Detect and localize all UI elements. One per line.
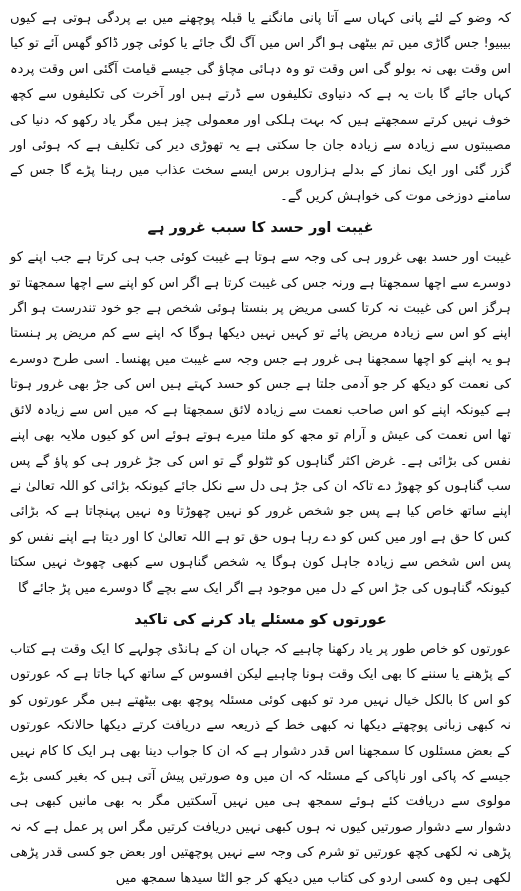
paragraph-women-masail: عورتوں کو خاص طور پر یاد رکھنا چاہیے کہ جہاں ان کے ہانڈی چولہے کا ایک وقت ہے کتاب کے پڑھنے یا سننے کا بھی ایک وقت ہونا چاہیے لیکن افسوس کے ساتھ کہا جاتا ہے کہ عورتوں کو اس کا بالکل خیال نہیں مرد تو کبھی کوئی مسئلہ پوچھ بھی بیٹھتے ہیں مگر عورتوں کو نہ کبھی زبانی پوچھتے دیکھا نہ کبھی خط کے ذریعہ سے دریافت کرتے دیکھا حالانکہ عورتوں کے بعض مسئلوں کا سمجھنا اس قدر دشوار ہے کہ ان کا جواب دینا بھی ہر ایک کا کام نہیں جیسے کہ پاکی اور ناپاکی کے مسئلہ کہ ان میں وہ صورتیں پیش آتی ہیں کہ بغیر کسی بڑے مولوی سے دریافت کئے ہوئے سمجھ ہی میں نہیں آسکتیں مگر بہ بھی مانیں کبھی ہی دشوار سے دشوار صورتیں کیوں نہ ہوں کبھی نہیں دریافت کرتیں مگر اس پر عمل ہے کہ نہ پڑھی نہ لکھی کچھ عورتیں تو شرم کی وجہ سے نہیں پوچھتیں اور بعض جو کسی قدر پڑھی لکھی ہیں وہ کسی اردو کی کتاب میں دیکھ کر جو الٹا سیدھا سمجھ میں: [10, 641, 511, 886]
paragraph-wudu-purdah: کہ وضو کے لئے پانی کہاں سے آتا پانی مانگنے یا قبلہ پوچھنے میں بے پردگی ہوتی ہے کیوں بیبیو! جس گاڑی میں تم بیٹھی ہو اگر اس میں آگ لگ جائے یا کوئی چور ڈاکو گھس آئے تو کیا اس وقت بھی نہ بولو گی اس وقت تو وہ دہائی مچاؤ گی جیسے قیامت آگئی اس وقت پردہ کہاں جائے گا بات یہ ہے کہ دنیاوی تکلیفوں سے ڈرتے ہیں اور آخرت کی تکلیفوں سے کچھ خوف نہیں کرتے سمجھتے ہیں کہ بہت ہلکی اور معمولی چیز ہیں مگر یاد رکھو کہ دنیا کی مصیبتوں سے زیادہ سے زیادہ جان جا سکتی ہے یہ تھوڑی دیر کی تکلیف ہے کہ ہوئی اور گزر گئی اور ایک نماز کے بدلے ہزاروں برس ایسے سخت عذاب میں رہنا پڑے گا جس کے سامنے دوزخی موت کی خواہش کریں گے۔: [10, 11, 511, 204]
heading-women-masail: عورتوں کو مسئلے یاد کرنے کی تاکید: [134, 611, 387, 628]
heading-ghibat-hasad: غیبت اور حسد کا سبب غرور ہے: [147, 220, 374, 237]
paragraph-ghibat-hasad: غیبت اور حسد بھی غرور ہی کی وجہ سے ہوتا ہے غیبت کوئی جب ہی کرتا ہے جب اپنے کو دوسرے سے اچھا سمجھتا ہے ورنہ جس کی غیبت کرتا ہے اگر اس کو اپنے سے اچھا سمجھتا تو ہرگز اس کی غیبت نہ کرتا کسی مریض پر بنستا ہوئی شخص ہے جو خود تندرست ہو اگر اپنے کو اس سے زیادہ مریض پائے تو کہیں نہیں دیکھا ہوگا کہ اپنے سے کم مریض پر ہنستا ہو یہ اپنے کو اچھا سمجھنا ہی غرور ہے جس وجہ سے غیبت میں پھنسا۔ اسی طرح دوسرے کی نعمت کو دیکھ کر جو آدمی جلتا ہے جس کو حسد کہتے ہیں اس کی جڑ بھی غرور ہوتا ہے کیونکہ اپنے کو اس صاحب نعمت سے زیادہ لائق سمجھتا ہے کہ میں اس سے زیادہ لائق تھا اس نعمت کی عیش و آرام تو مجھ کو ملتا میرے ہوتے ہوئے اس کو کیوں ملایہ بھی اپنے نفس کی بڑائی ہے۔ غرض اکثر گناہوں کو ٹٹولو گے تو اس کی جڑ غرور ہی کو پاؤ گے پس سب گناہوں کو چھوڑ دے تاکہ ان کی جڑ ہی دل سے نکل جائے کیونکہ بڑائی کو اللہ تعالیٰ نے اپنے ساتھ خاص کیا ہے پس جو شخص غرور کو نہیں چھوڑتا وہ نہیں پہنچاتا ہے کہ بڑائی کس کا حق ہے اور میں کس کو دے رہا ہوں حق تو ہے اللہ تعالیٰ کا اور دیتا ہے اپنے نفس کو پس اس شخص سے زیادہ جاہل کون ہوگا یہ شخص گناہوں سے کبھی چھوٹ نہیں سکتا کیونکہ گناہوں کی جڑ اس کے دل میں موجود ہے اگر ایک سے بچے گا دوسرے میں پڑ جائے گا: [10, 250, 511, 596]
